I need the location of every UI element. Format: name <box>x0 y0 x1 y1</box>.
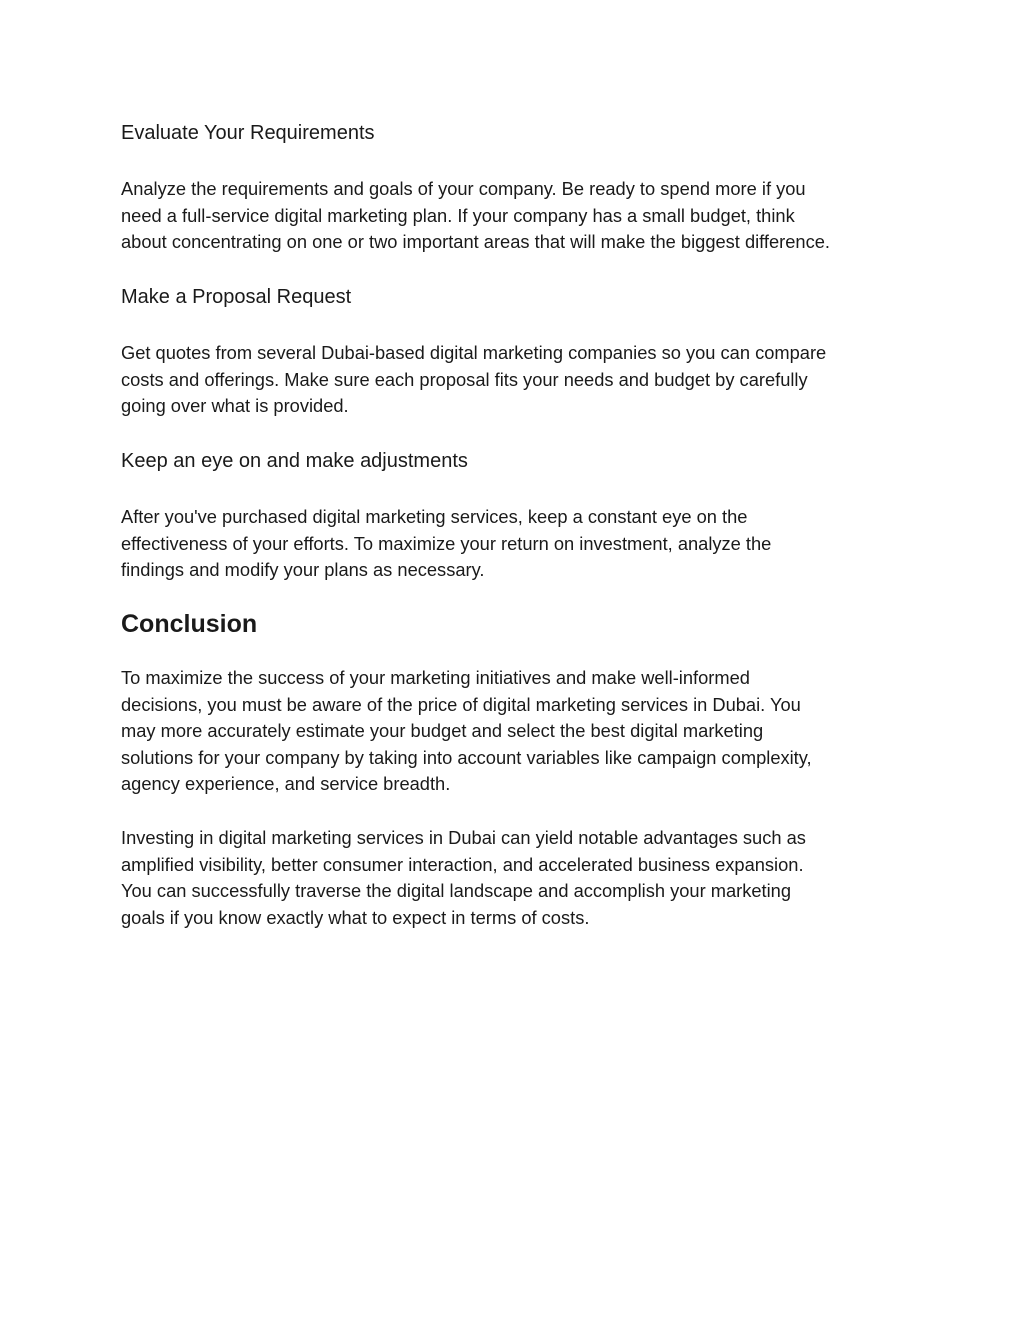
paragraph-line: To maximize the success of your marketing initiatives and make well-informed <box>121 667 750 688</box>
section-heading-monitor-adjust: Keep an eye on and make adjustments <box>121 450 468 472</box>
section-heading-evaluate-requirements: Evaluate Your Requirements <box>121 122 375 144</box>
section-heading-proposal-request: Make a Proposal Request <box>121 286 352 308</box>
paragraph-line: may more accurately estimate your budget and select the best digital marketing <box>121 720 764 741</box>
conclusion-heading: Conclusion <box>121 610 258 638</box>
paragraph-line: agency experience, and service breadth. <box>121 773 451 794</box>
paragraph-line: After you've purchased digital marketing services, keep a constant eye on the <box>121 506 748 527</box>
paragraph-line: findings and modify your plans as necessary. <box>121 559 485 580</box>
paragraph-line: solutions for your company by taking into account variables like campaign complexity, <box>121 746 812 768</box>
paragraph-line: Analyze the requirements and goals of your company. Be ready to spend more if you <box>121 178 806 199</box>
paragraph-line: Investing in digital marketing services in Dubai can yield notable advantages such as <box>121 827 806 848</box>
section-paragraph-evaluate-requirements <box>121 176 830 256</box>
paragraph-line: decisions, you must be aware of the price of digital marketing services in Dubai. You <box>121 693 801 715</box>
paragraph-line: amplified visibility, better consumer interaction, and accelerated business expansion. <box>121 853 804 875</box>
paragraph-line: going over what is provided. <box>121 395 349 416</box>
section-paragraph-monitor-adjust <box>121 504 771 584</box>
paragraph-line: goals if you know exactly what to expect in terms of costs. <box>121 906 590 928</box>
conclusion-paragraph-1 <box>121 665 812 798</box>
conclusion-paragraph-2 <box>121 825 806 931</box>
paragraph-line: Get quotes from several Dubai-based digital marketing companies so you can compare <box>121 342 827 363</box>
section-paragraph-proposal-request <box>121 340 826 420</box>
paragraph-line: costs and offerings. Make sure each proposal fits your needs and budget by carefully <box>121 368 808 390</box>
paragraph-line: need a full-service digital marketing plan. If your company has a small budget, think <box>121 204 795 226</box>
paragraph-line: effectiveness of your efforts. To maximize your return on investment, analyze the <box>121 532 772 554</box>
paragraph-line: You can successfully traverse the digital landscape and accomplish your marketing <box>121 880 791 901</box>
paragraph-line: about concentrating on one or two important areas that will make the biggest difference. <box>121 231 830 252</box>
